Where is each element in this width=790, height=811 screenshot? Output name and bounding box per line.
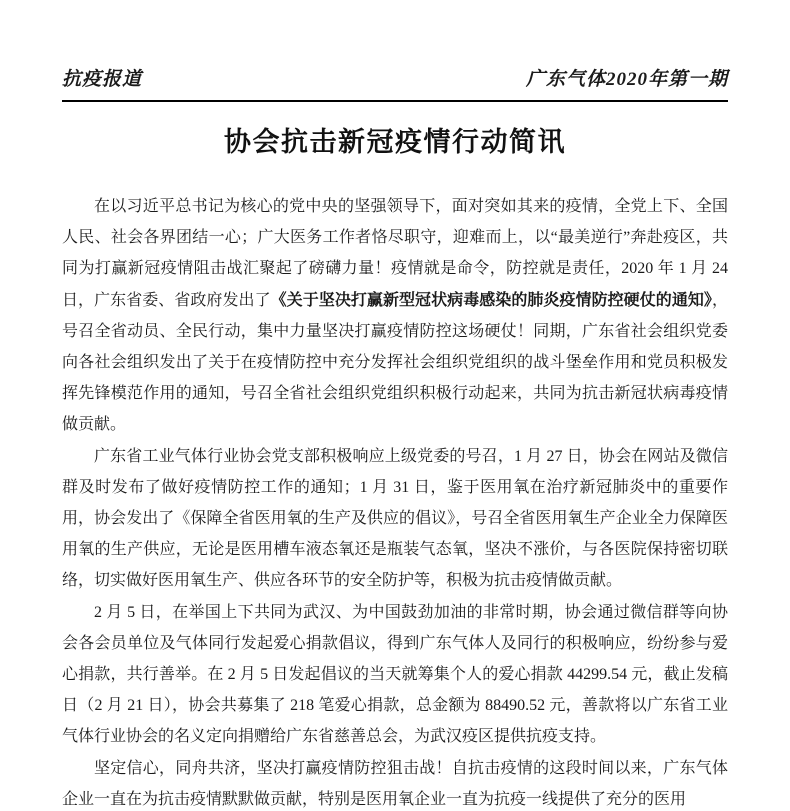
article-title: 协会抗击新冠疫情行动简讯 xyxy=(224,127,566,157)
header-column-title: 抗疫报道 xyxy=(62,69,143,90)
paragraph-1-text-post: ，号召全省动员、全民行动，集中力量坚决打赢疫情防控这场硬仗！同期，广东省社会组织党委向各社会组织发出了关于在疫情防控中充分发挥社会组织党组织的战斗堡垒作用和党员积极发挥先锋模范作用的通知，号召全省社会组织党组织积极行动起来，共同为抗击新冠状病毒疫情做贡献。 xyxy=(62,291,728,434)
paragraph-4: 坚定信心，同舟共济，坚决打赢疫情防控狙击战！自抗击疫情的这段时间以来，广东气体企业一直在为抗击疫情默默做贡献，特别是医用氧企业一直为抗疫一线提供了充分的医用 xyxy=(62,759,728,808)
paragraph-3: 2 月 5 日，在举国上下共同为武汉、为中国鼓劲加油的非常时期，协会通过微信群等向协会各会员单位及气体同行发起爱心捐款倡议，得到广东气体人及同行的积极响应，纷纷参与爱心捐款，共行善举。在 2 月 5 日发起倡议的当天就筹集个人的爱心捐款 44299.54 元，截止发稿日（2 月 21 日），协会共募集了 218 笔爱心捐款，总金额为 88490.52 元，善款将以广东省工业气体行业协会的名义定向捐赠给广东省慈善总会，为武汉疫区提供抗疫支持。 xyxy=(62,603,728,746)
paragraph-2: 广东省工业气体行业协会党支部积极响应上级党委的号召，1 月 27 日，协会在网站及微信群及时发布了做好疫情防控工作的通知；1 月 31 日，鉴于医用氧在治疗新冠肺炎中的重要作用，协会发出了《保障全省医用氧的生产及供应的倡议》，号召全省医用氧生产企业全力保障医用氧的生产供应，无论是医用槽车液态氧还是瓶装气态氧，坚决不涨价，与各医院保持密切联络，切实做好医用氧生产、供应各环节的安全防护等，积极为抗击疫情做贡献。 xyxy=(62,447,728,590)
paragraph-1 xyxy=(62,191,728,441)
page-header xyxy=(62,0,728,102)
paragraph-1-bold-document-title: 《关于坚决打赢新型冠状病毒感染的肺炎疫情防控硬仗的通知》 xyxy=(270,291,712,309)
article-body xyxy=(62,191,728,811)
paragraph-1-text-pre: 在以习近平总书记为核心的党中央的坚强领导下，面对突如其来的疫情，全党上下、全国人民、社会各界团结一心；广大医务工作者恪尽职守，迎难而上，以“最美逆行”奔赴疫区，共同为打赢新冠疫情阻击战汇聚起了磅礴力量！疫情就是命令，防控就是责任，2020 年 1 月 24 日，广东省委、省政府发出了 xyxy=(62,198,728,309)
header-issue-title: 广东气体2020年第一期 xyxy=(525,69,728,90)
